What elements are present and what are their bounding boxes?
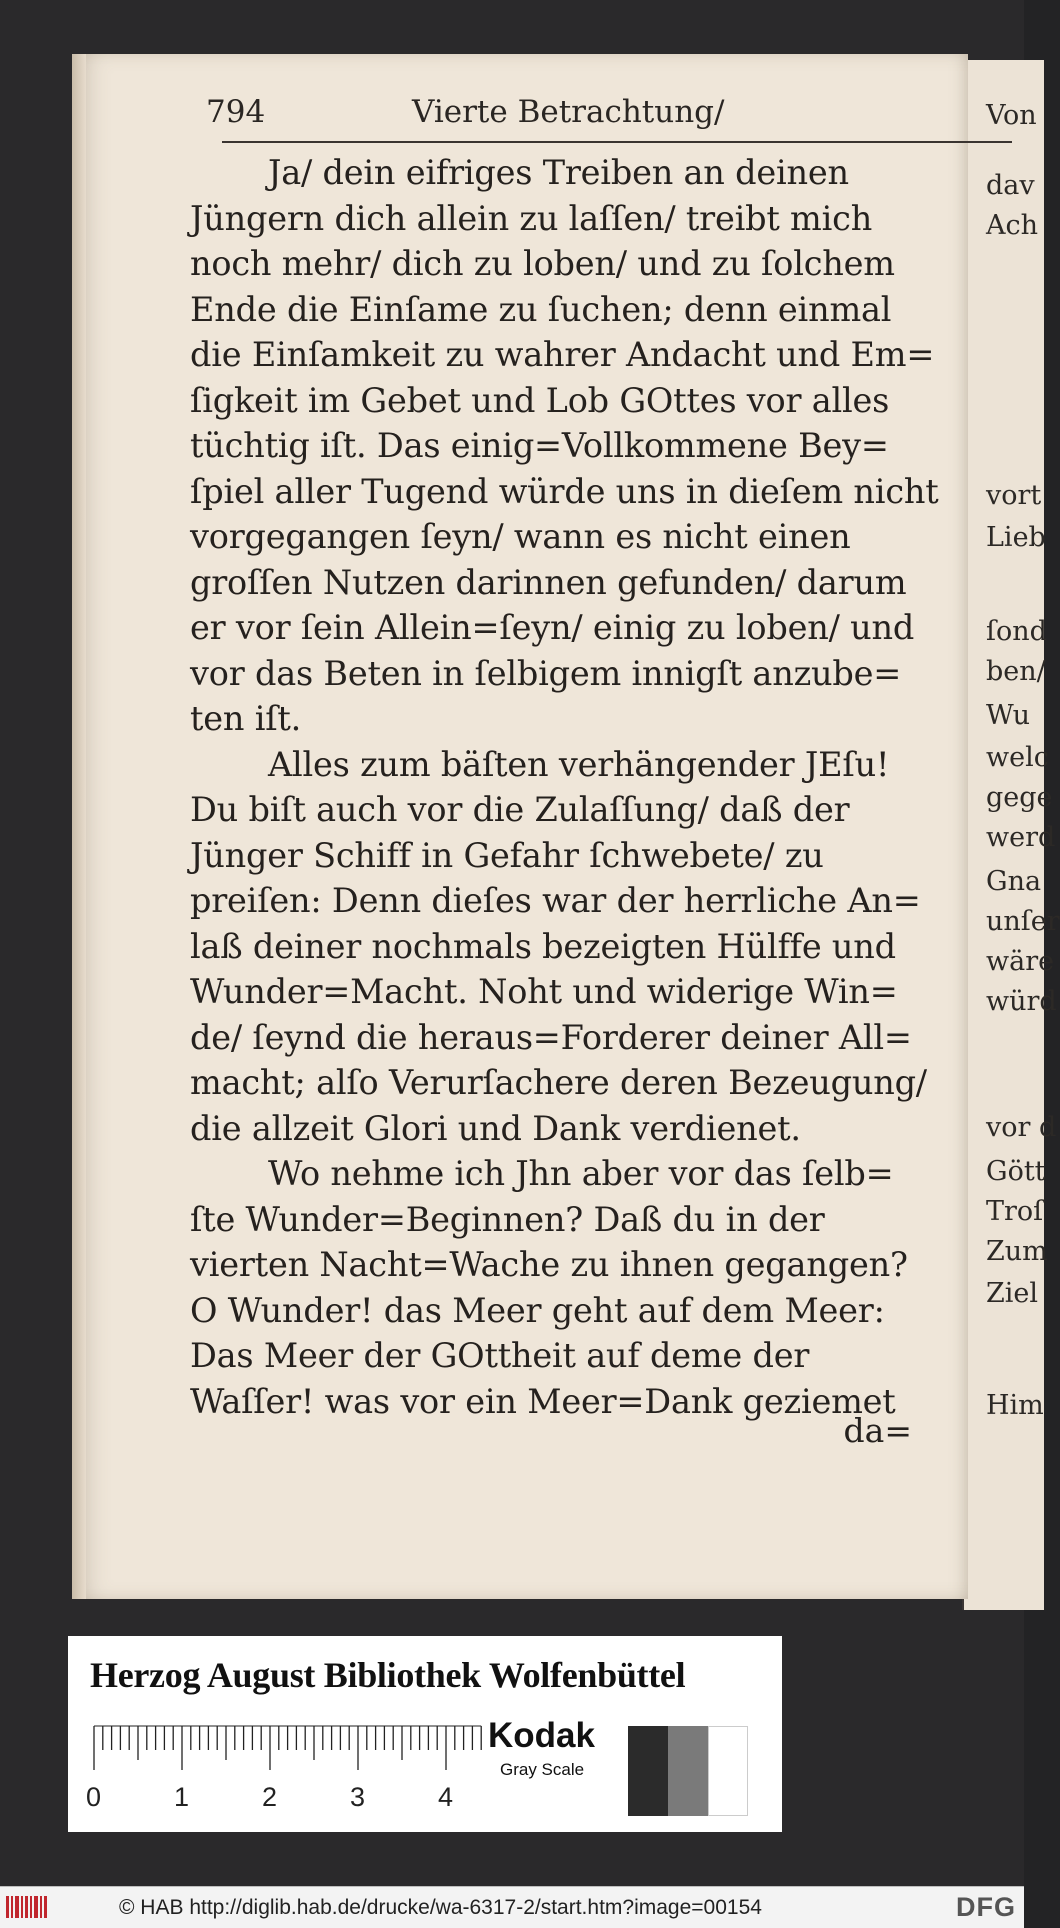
text-line: tüchtig iſt. Das einig=Vollkommene Bey=: [190, 426, 889, 465]
facing-page-fragment: ſond: [986, 616, 1047, 647]
library-name: Herzog August Bibliothek Wolfenbüttel: [90, 1655, 686, 1695]
footer-bar: [0, 1886, 1024, 1928]
text-line: ten iſt.: [190, 699, 302, 738]
text-line: ſigkeit im Gebet und Lob GOttes vor alles: [190, 380, 890, 420]
facing-page-fragment: Wu: [986, 700, 1031, 731]
text-line: vorgegangen ſeyn/ wann es nicht einen: [190, 517, 851, 556]
catchword: da=: [843, 1411, 912, 1450]
text-line: macht; alſo Verurſachere deren Bezeugung/: [190, 1063, 927, 1102]
ruler-number: 4: [438, 1782, 454, 1812]
page-gutter: [72, 54, 86, 1599]
text-line: vierten Nacht=Wache zu ihnen gegangen?: [190, 1245, 908, 1284]
facing-page-fragment: Ziel: [986, 1278, 1039, 1309]
facing-page-fragment: Gött: [986, 1156, 1046, 1187]
facing-page-fragment: Gna: [986, 866, 1042, 897]
facing-page-fragment: vor d: [986, 1112, 1057, 1143]
facing-page-fragment: vort: [986, 480, 1042, 511]
facing-page-fragment: gege: [986, 782, 1053, 813]
text-line: Alles zum bäſten verhängender JEſu!: [268, 744, 890, 784]
text-line: die allzeit Glori und Dank verdienet.: [190, 1108, 801, 1148]
book-page: [72, 54, 968, 1599]
swatch-light: [708, 1726, 748, 1816]
text-line: Du biſt auch vor die Zulaſſung/ daß der: [190, 790, 850, 829]
text-line: groſſen Nutzen darinnen gefunden/ darum: [190, 562, 907, 602]
facing-page-fragment: ben/: [986, 656, 1046, 687]
text-line: Ende die Einſame zu ſuchen; denn einmal: [190, 289, 892, 329]
text-line: Waſſer! was vor ein Meer=Dank geziemet: [190, 1381, 896, 1421]
facing-page-fragment: Zum: [986, 1236, 1048, 1267]
text-line: Wunder=Macht. Noht und widerige Win=: [190, 972, 898, 1011]
facing-page-fragment: welc: [986, 742, 1049, 773]
dfg-logo: DFG: [956, 1892, 1016, 1922]
text-line: Ja/ dein eifriges Treiben an deinen: [268, 153, 849, 192]
permalink[interactable]: © HAB http://diglib.hab.de/drucke/wa-6317-2/start.htm?image=00154: [119, 1896, 762, 1919]
kodak-logo: Kodak: [488, 1716, 595, 1755]
text-line: er vor ſein Allein=ſeyn/ einig zu loben/ und: [190, 608, 915, 647]
facing-page-fragment: Him: [986, 1390, 1044, 1421]
text-line: Das Meer der GOttheit auf deme der: [190, 1336, 810, 1375]
ruler-number: 1: [174, 1782, 190, 1812]
text-line: laß deiner nochmals bezeigten Hülffe und: [190, 926, 896, 966]
text-line: O Wunder! das Meer geht auf dem Meer:: [190, 1290, 885, 1330]
color-calibration-card: [68, 1636, 782, 1832]
facing-page-fragment: Ach: [986, 210, 1039, 241]
running-head: Vierte Betrachtung/: [412, 94, 725, 130]
page-number: 794: [206, 94, 266, 130]
swatch-mid: [668, 1726, 708, 1816]
facing-page-fragment: unſer: [986, 906, 1060, 937]
body-text: [190, 150, 1020, 1424]
facing-page-fragment: dav: [986, 170, 1035, 201]
ruler-number: 2: [262, 1782, 278, 1812]
text-line: ſpiel aller Tugend würde uns in dieſem nicht: [190, 471, 939, 511]
swatch-dark: [628, 1726, 668, 1816]
facing-page-fragment: wäre: [986, 946, 1055, 977]
facing-page-fragment: Von: [986, 100, 1037, 131]
scale-ruler: [86, 1718, 520, 1828]
header-rule: [222, 141, 1012, 143]
text-line: preiſen: Denn dieſes war der herrliche An=: [190, 881, 921, 920]
facing-page-fragment: Troſ: [986, 1196, 1044, 1227]
text-line: vor das Beten in ſelbigem innigſt anzube=: [190, 653, 902, 693]
ruler-number: 0: [86, 1782, 102, 1812]
text-line: die Einſamkeit zu wahrer Andacht und Em=: [190, 335, 935, 374]
text-line: Jünger Schiff in Gefahr ſchwebete/ zu: [190, 835, 824, 875]
facing-page-fragment: würd: [986, 986, 1057, 1017]
facing-page-fragment: Lieb: [986, 522, 1046, 553]
text-line: Jüngern dich allein zu laſſen/ treibt mich: [190, 198, 873, 238]
ruler-number: 3: [350, 1782, 366, 1812]
kodak-gray-scale-label: Gray Scale: [500, 1760, 585, 1779]
facing-page-fragment: werd: [986, 822, 1056, 853]
text-line: noch mehr/ dich zu loben/ und zu ſolchem: [190, 244, 895, 283]
text-line: ſte Wunder=Beginnen? Daß du in der: [190, 1199, 825, 1239]
text-line: Wo nehme ich Jhn aber vor das ſelb=: [268, 1154, 894, 1193]
text-line: de/ ſeynd die heraus=Forderer deiner All=: [190, 1017, 912, 1057]
hab-barcode-logo: [6, 1894, 48, 1920]
